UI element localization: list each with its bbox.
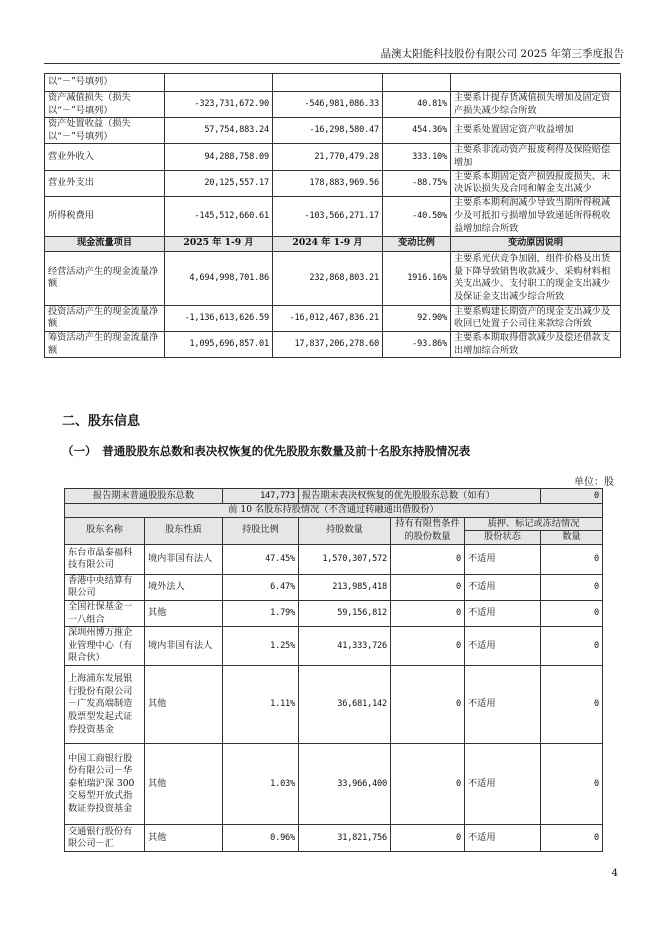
- row-label: 所得税费用: [45, 196, 165, 236]
- row-label: 以“－”号填列）: [45, 74, 165, 92]
- pref-shareholders-value: 0: [541, 489, 603, 504]
- value-2025: -1,136,613,626.59: [165, 305, 273, 331]
- summary-row: [65, 489, 603, 504]
- table-row: 深圳州博万推企业管理中心（有限合伙） 境内非国有法人 1.25% 41,333,726 0 不适用 0: [65, 627, 603, 666]
- change-ratio: 333.10%: [383, 144, 451, 170]
- shareholder-name: 东台市晶泰福科技有限公司: [65, 544, 145, 574]
- change-reason: 主要系处置固定资产收益增加: [451, 118, 621, 144]
- table-row: [45, 331, 621, 357]
- value-2024: -546,981,086.33: [273, 92, 383, 118]
- change-ratio: 92.90%: [383, 305, 451, 331]
- shareholder-nature: 境内非国有法人: [145, 544, 223, 574]
- row-label: 营业外收入: [45, 144, 165, 170]
- table-row: 全国社保基金一一八组合 其他 1.79% 59,156,812 0 不适用 0: [65, 600, 603, 626]
- value-2025: -323,731,672.90: [165, 92, 273, 118]
- change-ratio: -40.50%: [383, 196, 451, 236]
- shareholder-nature: 境外法人: [145, 574, 223, 600]
- change-ratio: -88.75%: [383, 170, 451, 196]
- change-ratio: 1916.16%: [383, 251, 451, 305]
- table-row: 东台市晶泰福科技有限公司 境内非国有法人 47.45% 1,570,307,572 0 不适用 0: [65, 544, 603, 574]
- change-reason: 主要系购建长期资产的现金支出减少及收回已处置子公司往来款综合所致: [451, 305, 621, 331]
- page-number: 4: [611, 868, 618, 879]
- change-reason: 主要系非流动资产报废利得及保险赔偿增加: [451, 144, 621, 170]
- shareholder-name: 香港中央结算有限公司: [65, 574, 145, 600]
- value-2024: -103,566,271.17: [273, 196, 383, 236]
- shareholder-nature: 境内非国有法人: [145, 627, 223, 666]
- table-row: [45, 196, 621, 236]
- value-2025: 1,095,696,857.01: [165, 331, 273, 357]
- change-ratio: -93.86%: [383, 331, 451, 357]
- shareholder-nature: 其他: [145, 666, 223, 744]
- value-2025: 4,694,998,701.86: [165, 251, 273, 305]
- table-row: 交通银行股份有限公司－汇 其他 0.96% 31,821,756 0 不适用 0: [65, 825, 603, 852]
- table-row: [45, 170, 621, 196]
- unit-label: 单位：股: [574, 477, 614, 488]
- value-2024: 178,883,969.56: [273, 170, 383, 196]
- table-row: 中国工商银行股份有限公司－华泰柏瑞沪深 300 交易型开放式指数证券投资基金 其他 1.03% 33,966,400 0 不适用 0: [65, 744, 603, 825]
- row-label: 资产处置收益（损失以“－”号填列）: [45, 118, 165, 144]
- value-2025: -145,512,660.61: [165, 196, 273, 236]
- shareholder-name: 上海浦东发展银行股份有限公司－广发高端制造股票型发起式证券投资基金: [65, 666, 145, 744]
- value-2024: 21,770,479.28: [273, 144, 383, 170]
- shareholder-name: 全国社保基金一一八组合: [65, 600, 145, 626]
- row-label: 筹资活动产生的现金流量净额: [45, 331, 165, 357]
- shareholder-nature: 其他: [145, 744, 223, 825]
- shareholder-nature: 其他: [145, 825, 223, 852]
- table-row: [45, 92, 621, 118]
- value-2024: 232,868,803.21: [273, 251, 383, 305]
- section-subtitle: （一） 普通股股东总数和表决权恢复的优先股股东数量及前十名股东持股情况表: [62, 444, 471, 458]
- pref-shareholders-label: 报告期末表决权恢复的优先股股东总数（如有）: [299, 489, 541, 504]
- row-label: 资产减值损失（损失以“－”号填列）: [45, 92, 165, 118]
- column-subheader-row: 股份状态 数量: [65, 531, 603, 545]
- cashflow-header-row: 现金流量项目 2025 年 1-9 月 2024 年 1-9 月 变动比例 变动原因说明: [45, 236, 621, 251]
- shareholder-name: 中国工商银行股份有限公司－华泰柏瑞沪深 300 交易型开放式指数证券投资基金: [65, 744, 145, 825]
- table-row: [45, 305, 621, 331]
- change-ratio: 454.36%: [383, 118, 451, 144]
- total-shareholders-value: 147,773: [223, 489, 299, 504]
- table-row: [45, 144, 621, 170]
- report-header-title: 晶澳太阳能科技股份有限公司 2025 年第三季度报告: [380, 48, 624, 60]
- value-2024: 17,837,206,278.60: [273, 331, 383, 357]
- row-label: 投资活动产生的现金流量净额: [45, 305, 165, 331]
- table-row: 上海浦东发展银行股份有限公司－广发高端制造股票型发起式证券投资基金 其他 1.11% 36,681,142 0 不适用 0: [65, 666, 603, 744]
- table-row: 香港中央结算有限公司 境外法人 6.47% 213,985,418 0 不适用 0: [65, 574, 603, 600]
- change-ratio: 40.81%: [383, 92, 451, 118]
- value-2024: -16,012,467,836.21: [273, 305, 383, 331]
- value-2025: 94,288,758.09: [165, 144, 273, 170]
- table-row: [45, 118, 621, 144]
- financial-changes-table: [44, 73, 621, 358]
- change-reason: 主要系本期取得借款减少及偿还借款支出增加综合所致: [451, 331, 621, 357]
- change-reason: 主要系本期利润减少导致当期所得税减少及可抵扣亏损增加导致递延所得税收益增加综合所致: [451, 196, 621, 236]
- shareholder-nature: 其他: [145, 600, 223, 626]
- row-label: 经营活动产生的现金流量净额: [45, 251, 165, 305]
- value-2024: -16,298,580.47: [273, 118, 383, 144]
- value-2025: 57,754,883.24: [165, 118, 273, 144]
- shareholders-table: [64, 488, 603, 852]
- row-label: 营业外支出: [45, 170, 165, 196]
- shareholder-name: 交通银行股份有限公司－汇: [65, 825, 145, 852]
- column-header-row: 股东名称 股东性质 持股比例 持股数量 持有有限售条件的股份数量 质押、标记或冻结情况: [65, 517, 603, 531]
- table-row: [45, 251, 621, 305]
- change-reason: 主要系本期固定资产损毁报废损失、未决诉讼损失及合同和解金支出减少: [451, 170, 621, 196]
- value-2025: 20,125,557.17: [165, 170, 273, 196]
- table-row: [45, 74, 621, 92]
- total-shareholders-label: 报告期末普通股股东总数: [65, 489, 223, 504]
- top10-title-row: 前 10 名股东持股情况（不含通过转融通出借股份）: [65, 504, 603, 518]
- section-title: 二、股东信息: [62, 414, 141, 429]
- change-reason: 主要系光伏竞争加剧，组件价格及出货量下降导致销售收款减少、采购材料相关支出减少、支付职工的现金支出减少及保证金支出减少综合所致: [451, 251, 621, 305]
- header-divider: [44, 63, 620, 64]
- change-reason: 主要系计提存货减值损失增加及固定资产损失减少综合所致: [451, 92, 621, 118]
- shareholder-name: 深圳州博万推企业管理中心（有限合伙）: [65, 627, 145, 666]
